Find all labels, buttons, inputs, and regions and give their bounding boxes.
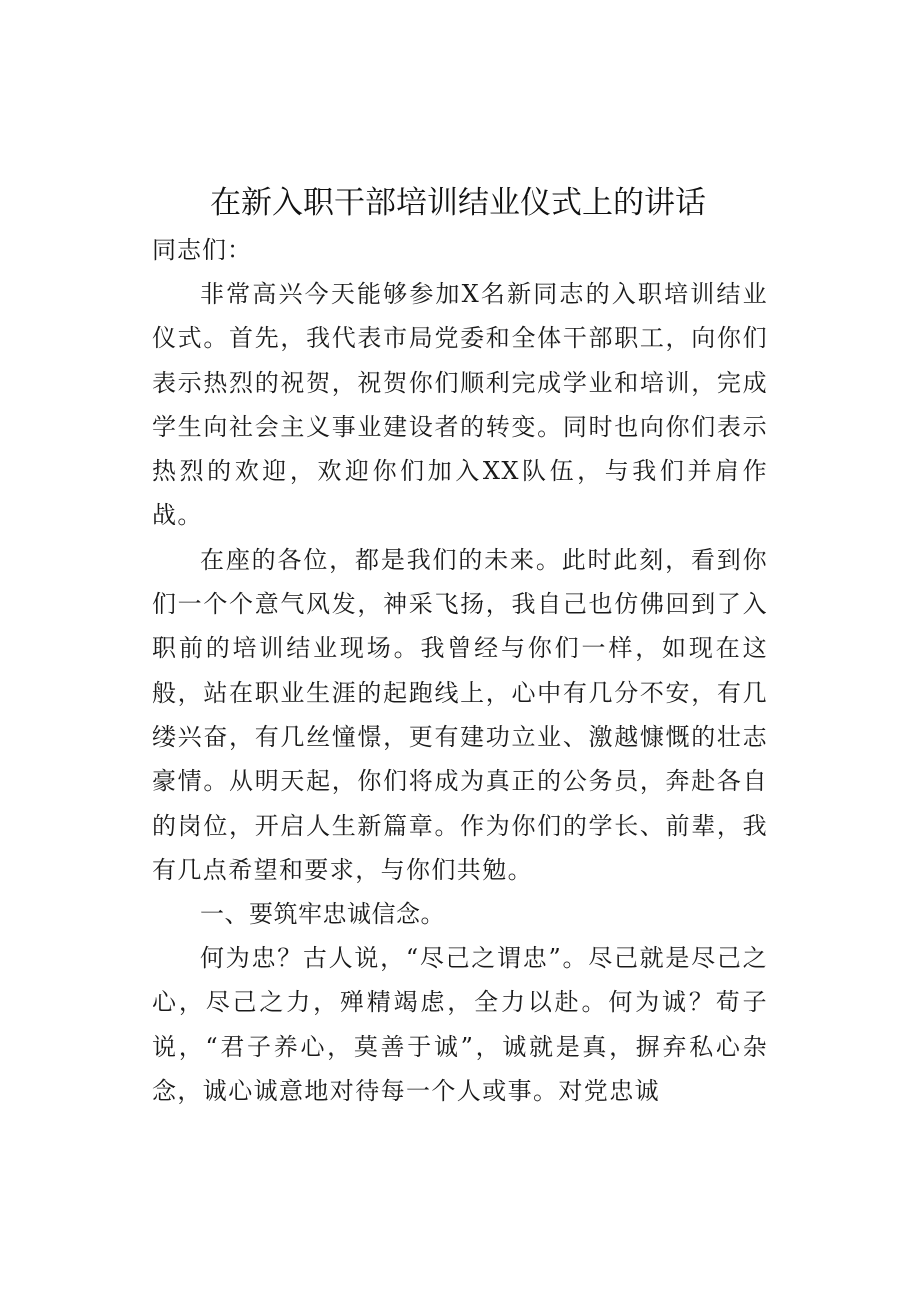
- document-page: [152, 178, 768, 1113]
- document-title: 在新入职干部培训结业仪式上的讲话: [210, 185, 706, 221]
- section-paragraph: 何为忠？古人说，“尽己之谓忠”。尽己就是尽己之心，尽己之力，殚精竭虑，全力以赴。何为诚？荀子说，“君子养心，莫善于诚”，诚就是真，摒弃私心杂念，诚心诚意地对待每一个人或事。对党忠诚: [152, 944, 768, 1106]
- paragraph-2: 在座的各位，都是我们的未来。此时此刻，看到你们一个个意气风发，神采飞扬，我自己也仿佛回到了入职前的培训结业现场。我曾经与你们一样，如现在这般，站在职业生涯的起跑线上，心中有几分不安，有几缕兴奋，有几丝憧憬，更有建功立业、激越慷慨的壮志豪情。从明天起，你们将成为真正的公务员，奔赴各自的岗位，开启人生新篇章。作为你们的学长、前辈，我有几点希望和要求，与你们共勉。: [152, 545, 768, 884]
- paragraph-1: 非常高兴今天能够参加X名新同志的入职培训结业仪式。首先，我代表市局党委和全体干部职工，向你们表示热烈的祝贺，祝贺你们顺利完成学业和培训，完成学生向社会主义事业建设者的转变。同时也向你们表示热烈的欢迎，欢迎你们加入XX队伍，与我们并肩作战。: [152, 280, 768, 530]
- salutation: 同志们：: [152, 236, 252, 264]
- section-heading: 一、要筑牢忠诚信念。: [200, 900, 445, 929]
